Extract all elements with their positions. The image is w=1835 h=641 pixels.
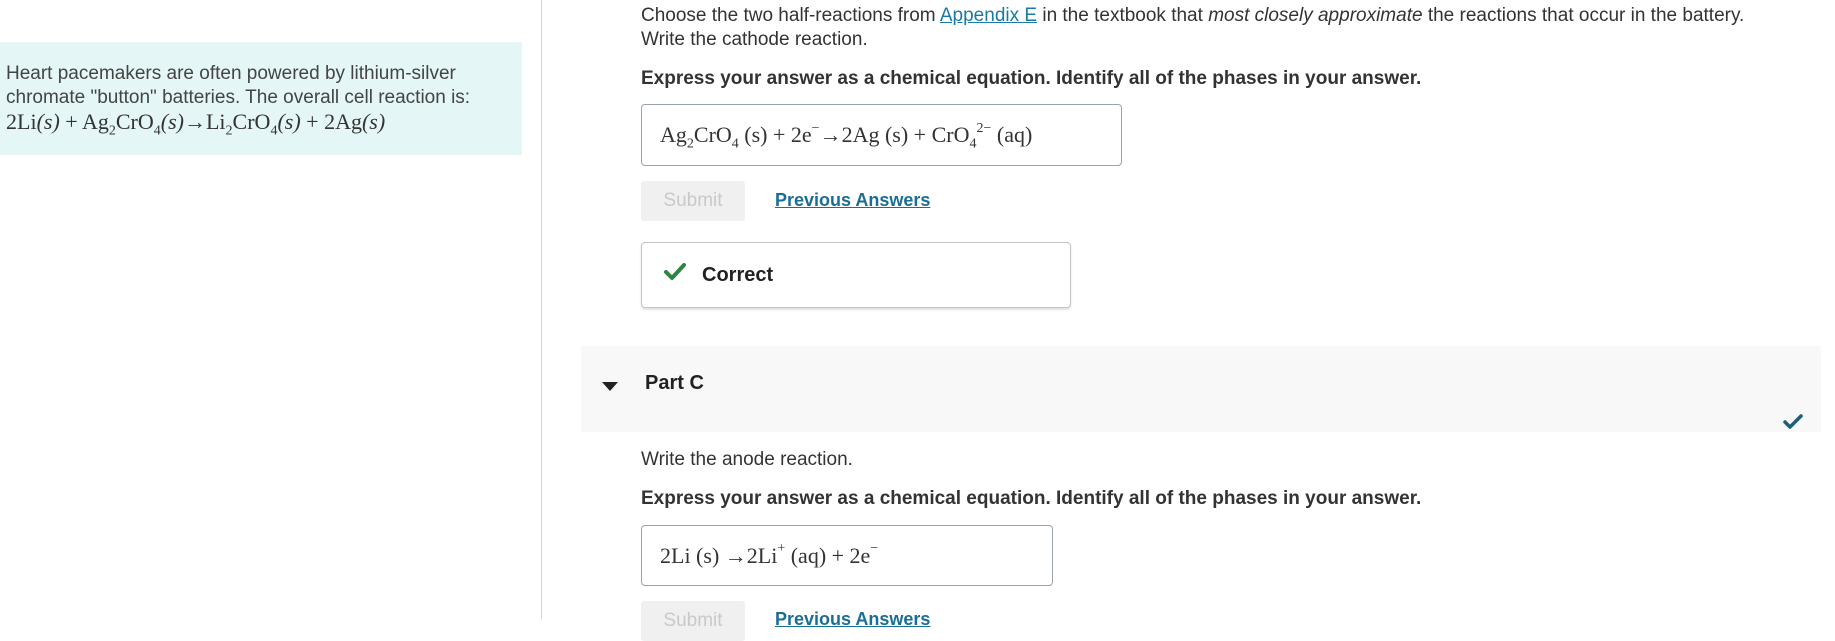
instr-suffix: the reactions that occur in the battery. xyxy=(1422,5,1745,26)
partB-previous-answers-link[interactable]: Previous Answers xyxy=(775,190,931,210)
ans-subscript: 4 xyxy=(969,136,977,152)
eq-part: + 2Ag xyxy=(300,109,362,134)
partC-submit-button[interactable]: Submit xyxy=(641,601,745,641)
ans-subscript: 2 xyxy=(686,136,694,152)
eq-subscript: 2 xyxy=(108,123,116,139)
partC-header[interactable] xyxy=(581,346,1821,432)
problem-intro xyxy=(0,42,522,155)
eq-subscript: 2 xyxy=(225,123,233,139)
ans-part: Ag xyxy=(660,122,687,147)
ans-superscript: − xyxy=(811,120,820,136)
ans-part: (aq) + 2e xyxy=(785,542,871,568)
ans-part: (s) + 2e xyxy=(738,122,812,147)
partB-answer-field[interactable] xyxy=(641,104,1122,166)
partC-answer-field[interactable] xyxy=(641,525,1053,586)
partC-answer-equation xyxy=(660,543,878,569)
ans-superscript: − xyxy=(870,541,879,557)
intro-text-line1: Heart pacemakers are often powered by lithium-silver xyxy=(6,63,456,84)
left-panel xyxy=(0,0,542,619)
eq-part: Li xyxy=(205,109,226,134)
partB-express-instruction: Express your answer as a chemical equation. Identify all of the phases in your answer. xyxy=(641,68,1422,89)
instr-prefix: Choose the two half-reactions from xyxy=(641,5,940,26)
eq-part: + Ag xyxy=(59,109,109,134)
partB-feedback-correct xyxy=(641,242,1071,308)
eq-part: CrO xyxy=(232,109,271,134)
eq-subscript: 4 xyxy=(270,123,278,139)
check-icon xyxy=(664,263,686,287)
ans-superscript: + xyxy=(777,541,786,557)
ans-part: 2Li (s) →2Li xyxy=(660,542,778,568)
partC-instruction: Write the anode reaction. xyxy=(641,449,853,470)
eq-part: CrO xyxy=(115,109,154,134)
partC-express-instruction: Express your answer as a chemical equation. Identify all of the phases in your answer. xyxy=(641,488,1422,509)
overall-cell-reaction xyxy=(6,109,522,139)
ans-superscript: 2− xyxy=(976,120,992,136)
eq-part: (s) xyxy=(361,109,386,134)
ans-subscript: 4 xyxy=(731,136,739,152)
caret-down-icon[interactable] xyxy=(601,376,619,398)
ans-part: CrO xyxy=(693,122,732,147)
eq-part: (s) xyxy=(160,109,184,134)
eq-part: (s) xyxy=(36,109,60,134)
partB-submit-button[interactable]: Submit xyxy=(641,181,745,221)
instr-middle: in the textbook that xyxy=(1037,5,1209,26)
eq-subscript: 4 xyxy=(153,123,161,139)
appendix-e-link[interactable]: Appendix E xyxy=(939,5,1038,26)
eq-arrow: → xyxy=(183,109,206,134)
feedback-label: Correct xyxy=(702,263,774,286)
instr-cathode: Write the cathode reaction. xyxy=(641,29,868,50)
eq-part: 2Li xyxy=(6,109,37,134)
checkmark-icon xyxy=(1783,414,1803,436)
ans-part: (aq) xyxy=(991,122,1033,147)
eq-part: (s) xyxy=(277,109,301,134)
partB-answer-equation xyxy=(660,120,1033,152)
intro-text-line2: chromate "button" batteries. The overall cell reaction is: xyxy=(6,87,471,108)
partC-title: Part C xyxy=(645,372,704,394)
partB-instructions xyxy=(641,4,1821,52)
ans-part: →2Ag (s) + CrO xyxy=(819,122,970,147)
instr-italic: most closely approximate xyxy=(1208,5,1423,26)
partC-previous-answers-link[interactable]: Previous Answers xyxy=(775,609,931,629)
